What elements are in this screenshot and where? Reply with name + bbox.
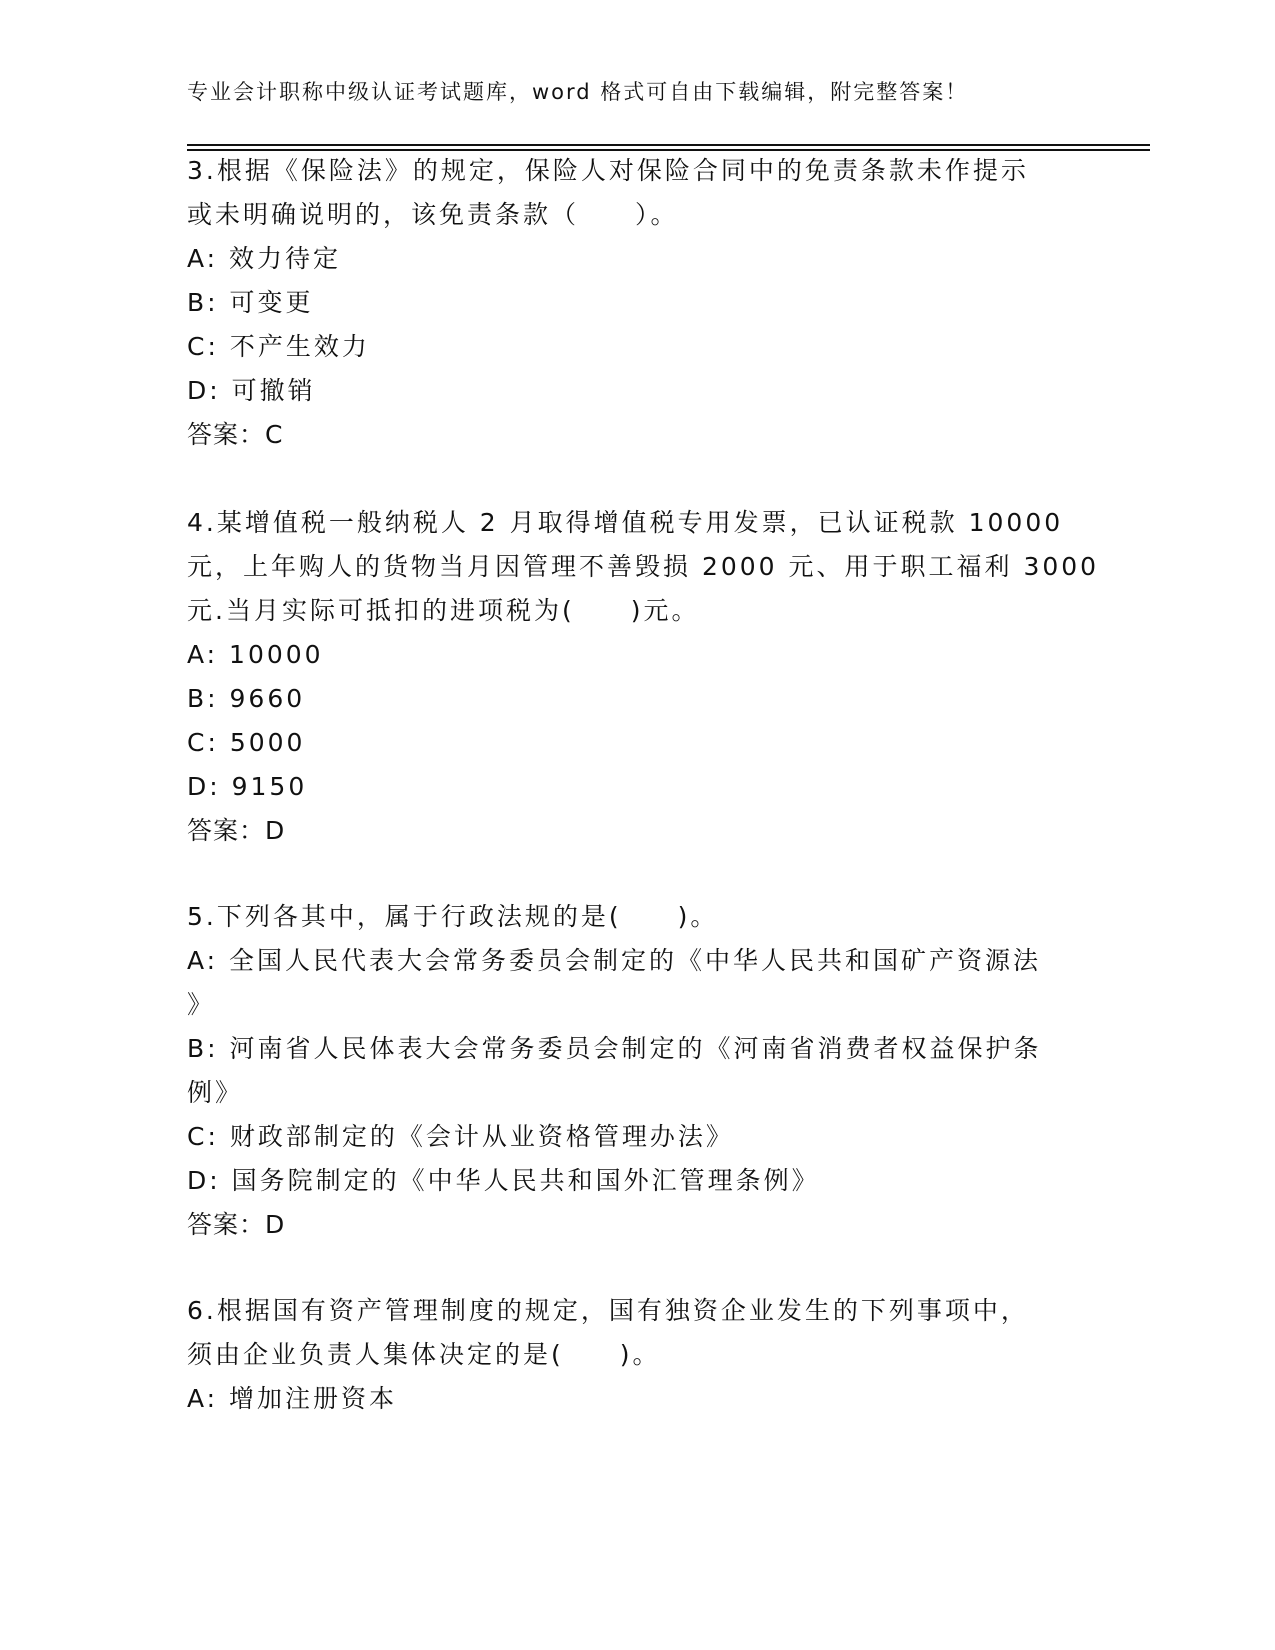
question-4-option-c: C: 5000 (187, 728, 306, 757)
question-4-stem-line: 元.当月实际可抵扣的进项税为( )元。 (187, 596, 700, 625)
question-6-option-a: A: 增加注册资本 (187, 1384, 398, 1413)
question-3-option-d: D: 可撤销 (187, 376, 316, 405)
question-5-option-a: A: 全国人民代表大会常务委员会制定的《中华人民共和国矿产资源法 (187, 946, 1042, 975)
question-5-stem-line: 5.下列各其中，属于行政法规的是( )。 (187, 902, 719, 931)
question-4-answer: 答案：D (187, 816, 286, 845)
question-4-option-d: D: 9150 (187, 772, 308, 801)
question-3-stem-line: 或未明确说明的，该免责条款（ ）。 (187, 200, 679, 229)
question-3-option-c: C: 不产生效力 (187, 332, 370, 361)
question-5-answer: 答案：D (187, 1210, 286, 1239)
question-3-option-a: A: 效力待定 (187, 244, 342, 273)
header-divider (187, 144, 1150, 146)
question-4-stem-line: 元，上年购人的货物当月因管理不善毁损 2000 元、用于职工福利 3000 (187, 552, 1100, 581)
question-5-option-b-cont: 例》 (187, 1078, 244, 1107)
question-5-option-c: C: 财政部制定的《会计从业资格管理办法》 (187, 1122, 734, 1151)
header-divider (187, 149, 1150, 151)
question-3-option-b: B: 可变更 (187, 288, 314, 317)
question-4-option-b: B: 9660 (187, 684, 306, 713)
question-4-stem-line: 4.某增值税一般纳税人 2 月取得增值税专用发票，已认证税款 10000 (187, 508, 1064, 537)
question-5-option-d: D: 国务院制定的《中华人民共和国外汇管理条例》 (187, 1166, 820, 1195)
question-5-option-b: B: 河南省人民体表大会常务委员会制定的《河南省消费者权益保护条 (187, 1034, 1042, 1063)
page-header: 专业会计职称中级认证考试题库，word 格式可自由下载编辑，附完整答案！ (187, 80, 969, 104)
question-6-stem-line: 须由企业负责人集体决定的是( )。 (187, 1340, 661, 1369)
question-4-option-a: A: 10000 (187, 640, 324, 669)
question-3-answer: 答案：C (187, 420, 284, 449)
question-3-stem-line: 3.根据《保险法》的规定，保险人对保险合同中的免责条款未作提示 (187, 156, 1029, 185)
question-6-stem-line: 6.根据国有资产管理制度的规定，国有独资企业发生的下列事项中， (187, 1296, 1029, 1325)
question-5-option-a-cont: 》 (187, 990, 216, 1019)
